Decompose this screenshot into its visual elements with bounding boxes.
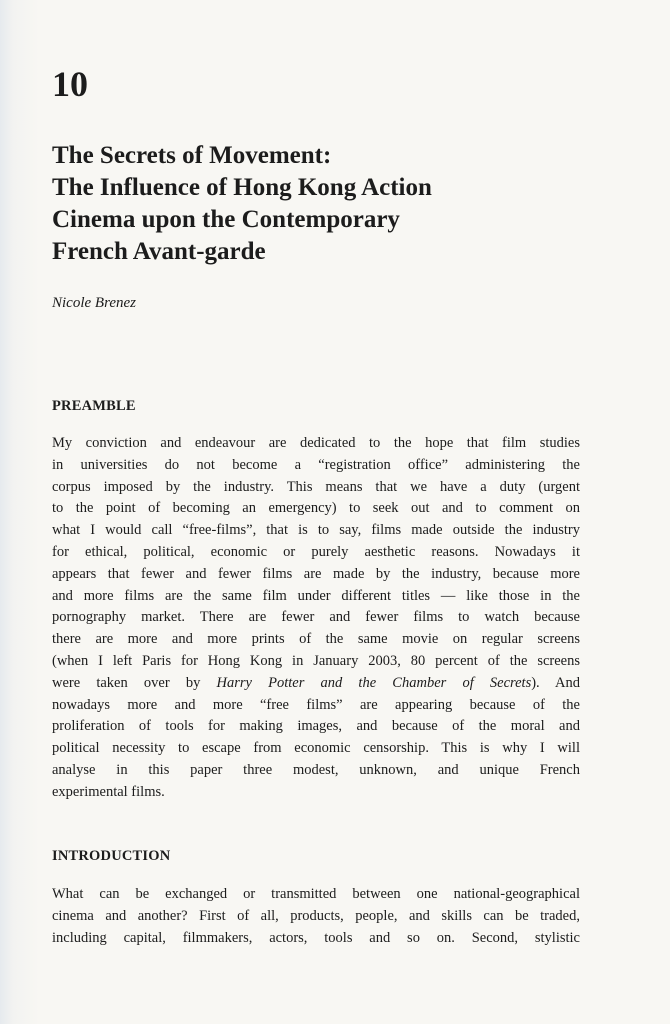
chapter-title: [52, 140, 612, 268]
text-line: (when I left Paris for Hong Kong in January 2003, 80 percent of the screens: [52, 652, 580, 669]
text-line: in universities do not become a “registration office” administering the: [52, 456, 580, 473]
chapter-title-line: French Avant-garde: [52, 238, 266, 265]
text-line: pornography market. There are fewer and fewer films to watch because: [52, 609, 580, 626]
text-line: to the point of becoming an emergency) to seek out and to comment on: [52, 500, 580, 517]
chapter-title-line: Cinema upon the Contemporary: [52, 206, 400, 233]
chapter-title-line: The Secrets of Movement:: [52, 142, 332, 169]
text-fragment: were taken over by: [52, 674, 217, 691]
text-line: proliferation of tools for making images, and because of the moral and: [52, 718, 580, 735]
chapter-title-line: The Influence of Hong Kong Action: [52, 174, 432, 201]
text-line: appears that fewer and fewer films are made by the industry, because more: [52, 565, 580, 582]
introduction-paragraph: [52, 884, 580, 949]
text-line: for ethical, political, economic or purely aesthetic reasons. Nowadays it: [52, 543, 580, 560]
text-line: analyse in this paper three modest, unknown, and unique French: [52, 761, 580, 778]
text-line: nowadays more and more “free films” are appearing because of the: [52, 696, 580, 713]
chapter-number: 10: [52, 64, 88, 104]
text-line: there are more and more prints of the same movie on regular screens: [52, 631, 580, 648]
text-line: and more films are the same film under different titles — like those in the: [52, 587, 580, 604]
text-line: corpus imposed by the industry. This means that we have a duty (urgent: [52, 478, 580, 495]
text-line: political necessity to escape from economic censorship. This is why I will: [52, 740, 580, 757]
introduction-heading: INTRODUCTION: [52, 848, 171, 864]
preamble-paragraph: [52, 433, 580, 804]
text-line: including capital, filmmakers, actors, tools and so on. Second, stylistic: [52, 929, 580, 946]
text-line: experimental films.: [52, 783, 165, 800]
text-line: cinema and another? First of all, products, people, and skills can be traded,: [52, 907, 580, 924]
film-title-italic: Harry Potter and the Chamber of Secrets: [216, 674, 532, 691]
text-line: what I would call “free-films”, that is to say, films made outside the industry: [52, 522, 580, 539]
text-line: [52, 673, 580, 695]
preamble-heading: PREAMBLE: [52, 398, 136, 414]
text-line: What can be exchanged or transmitted between one national-geographical: [52, 886, 580, 902]
text-fragment: ). And: [531, 674, 581, 691]
text-line: My conviction and endeavour are dedicated to the hope that film studies: [52, 435, 580, 451]
author-name: Nicole Brenez: [52, 295, 137, 311]
